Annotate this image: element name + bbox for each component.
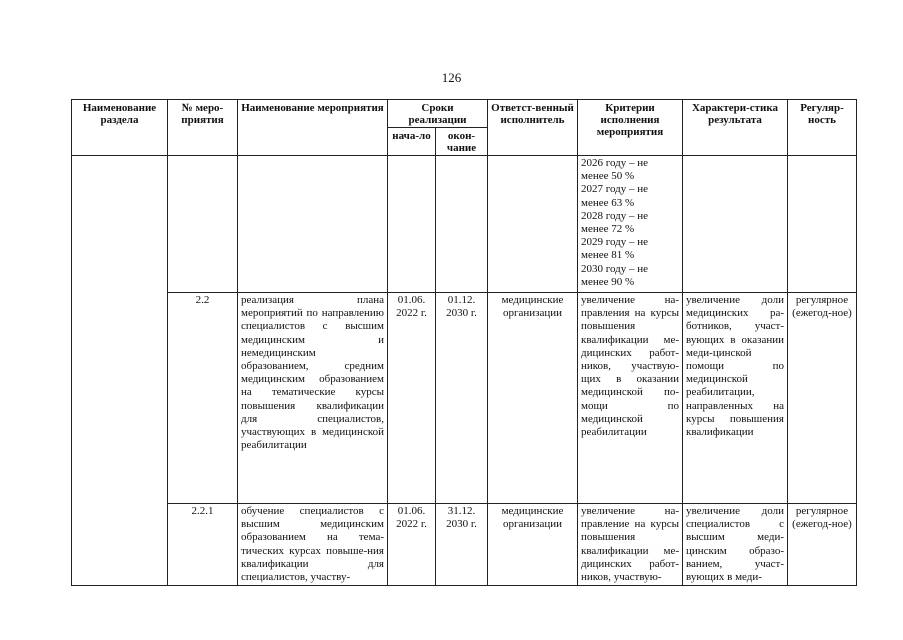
executor-cell: медицинские организации bbox=[488, 293, 578, 504]
name-cell: реализация плана мероприятий по направлению специалистов с высшим медицинским и немедицинским образованием, средним медицинским образованием на тематические курсы повышения квалификации для специалистов, участвующих в медицинской реабилитации bbox=[238, 293, 388, 504]
executor-cell bbox=[488, 156, 578, 293]
criteria-cell bbox=[578, 156, 683, 293]
criteria-line: менее 50 % bbox=[581, 170, 635, 183]
regularity-cell: регулярное (ежегод-ное) bbox=[788, 293, 857, 504]
criteria-line: 2028 году – не bbox=[581, 209, 649, 222]
section-cell bbox=[72, 156, 168, 586]
end-cell bbox=[436, 156, 488, 293]
criteria-line: 2029 году – не bbox=[581, 236, 649, 249]
name-cell: обучение специалистов с высшим медицинским образованием на тема-тических курсах повыше-ния квалификации для специалистов, участву- bbox=[238, 504, 388, 586]
table-row bbox=[72, 293, 857, 504]
name-cell bbox=[238, 156, 388, 293]
result-cell bbox=[683, 156, 788, 293]
result-cell: увеличение доли медицинских ра-ботников, участ-вующих в оказании меди-цинской помощи по медицинской реабилитации, направленных на курсы повышения квалификации bbox=[683, 293, 788, 504]
header-start: нача-ло bbox=[388, 128, 436, 156]
page-number: 126 bbox=[441, 70, 462, 85]
regularity-cell: регулярное (ежегод-ное) bbox=[788, 504, 857, 586]
end-cell: 01.12. 2030 г. bbox=[436, 293, 488, 504]
header-end: окон-чание bbox=[436, 128, 488, 156]
criteria-line: менее 63 % bbox=[581, 196, 635, 209]
criteria-line: 2027 году – не bbox=[581, 183, 649, 196]
header-section: Наименование раздела bbox=[72, 100, 168, 156]
criteria-cell: увеличение на-правление на курсы повышения квалификации ме-дицинских работ-ников, участвую- bbox=[578, 504, 683, 586]
criteria-line: 2030 году – не bbox=[581, 262, 649, 275]
number-cell: 2.2 bbox=[168, 293, 238, 504]
start-cell bbox=[388, 156, 436, 293]
header-name: Наименование мероприятия bbox=[238, 100, 388, 156]
header-number: № меро-приятия bbox=[168, 100, 238, 156]
end-cell: 31.12. 2030 г. bbox=[436, 504, 488, 586]
criteria-line: менее 72 % bbox=[581, 223, 635, 236]
header-criteria: Критерии исполнения мероприятия bbox=[578, 100, 683, 156]
start-cell: 01.06. 2022 г. bbox=[388, 504, 436, 586]
header-terms: Сроки реализации bbox=[388, 100, 488, 128]
header-result: Характери-стика результата bbox=[683, 100, 788, 156]
table-row bbox=[72, 156, 857, 293]
number-cell bbox=[168, 156, 238, 293]
criteria-line: менее 81 % bbox=[581, 249, 635, 262]
plan-table bbox=[71, 99, 857, 586]
regularity-cell bbox=[788, 156, 857, 293]
header-executor: Ответст-венный исполнитель bbox=[488, 100, 578, 156]
result-cell: увеличение доли специалистов с высшим меди-цинским образо-ванием, участ-вующих в меди- bbox=[683, 504, 788, 586]
criteria-line: менее 90 % bbox=[581, 275, 635, 288]
executor-cell: медицинские организации bbox=[488, 504, 578, 586]
table-row bbox=[72, 504, 857, 586]
criteria-cell: увеличение на-правления на курсы повышения квалификации ме-дицинских работ-ников, участвую-щих в оказании медицинской по-мощи по медицинской реабилитации bbox=[578, 293, 683, 504]
start-cell: 01.06. 2022 г. bbox=[388, 293, 436, 504]
criteria-line: 2026 году – не bbox=[581, 157, 649, 169]
header-regularity: Регуляр-ность bbox=[788, 100, 857, 156]
number-cell: 2.2.1 bbox=[168, 504, 238, 586]
